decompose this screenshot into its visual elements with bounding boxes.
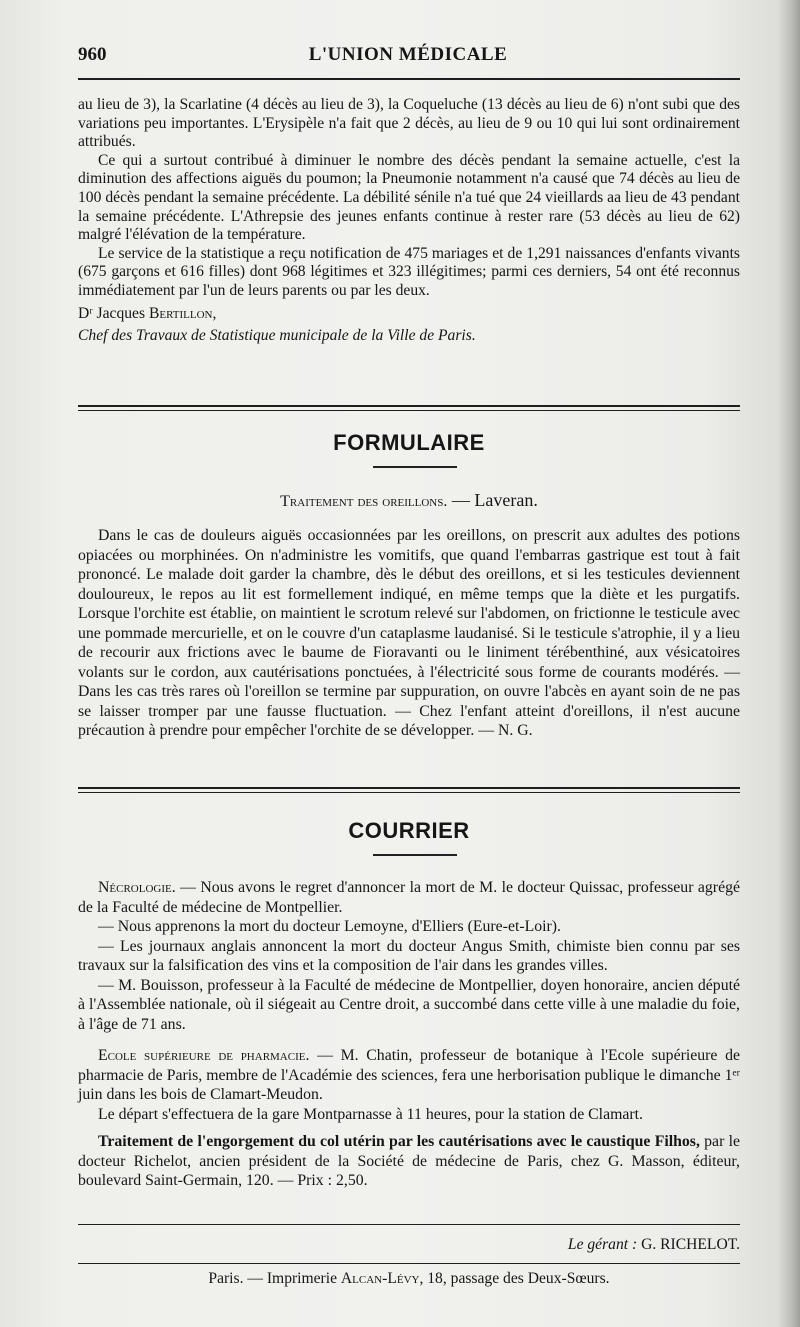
section-rule: [78, 405, 740, 407]
courrier-item: — Nous apprenons la mort du docteur Lemoyne, d'Elliers (Eure-et-Loir).: [98, 918, 562, 935]
ecole-label: Ecole supérieure de pharmacie.: [98, 1047, 310, 1064]
signature-title: Chef des Travaux de Statistique municipale de la Ville de Paris.: [78, 327, 476, 345]
statistics-paragraph: au lieu de 3), la Scarlatine (4 décès au lieu de 3), la Coqueluche (13 décès au lieu de 6) n'ont subi que des variations peu importantes. L'Erysipèle n'a fait que 2 décès, au lieu de 9 ou 10 qui lui sont ordinairement attribués.: [78, 96, 740, 151]
necrologie-label: Nécrologie.: [98, 879, 176, 896]
courrier-title: COURRIER: [348, 818, 470, 843]
printer-prefix: Paris. — Imprimerie: [208, 1270, 341, 1287]
section-rule: [78, 787, 740, 789]
signature: [78, 305, 740, 324]
necrologie-paragraph: [78, 878, 740, 917]
title-underline: [373, 854, 457, 856]
formulaire-title: FORMULAIRE: [333, 430, 485, 455]
ecole-paragraph: [78, 1046, 740, 1105]
advertisement: [78, 1132, 740, 1191]
running-head: [78, 44, 738, 74]
section-rule: [78, 410, 740, 411]
advertisement-text: par le docteur Richelot, ancien président de la Société de médecine de Paris, chez G. Masson, éditeur, boulevard Saint-Germain, 120. — Prix : 2,50.: [78, 1133, 740, 1189]
formulaire-subtitle: [78, 490, 740, 511]
footer-rule: [78, 1224, 740, 1225]
manager-label: Le gérant :: [567, 1236, 642, 1253]
statistics-paragraph: Le service de la statistique a reçu notification de 475 mariages et de 1,291 naissances d'enfants vivants (675 garçons et 616 filles) dont 968 légitimes et 323 illégitimes; parmi ces derniers, 54 ont été reconnus immédiatement par l'un de leurs parents ou par les deux.: [78, 244, 740, 299]
printer-line: [78, 1270, 740, 1288]
necrologie-text: — Nous avons le regret d'annoncer la mort de M. le docteur Quissac, professeur agrégé de la Faculté de médecine de Montpellier.: [78, 879, 740, 916]
printer-address: 18, passage des Deux-Sœurs.: [423, 1270, 610, 1287]
ecole-text: — M. Chatin, professeur de botanique à l'Ecole supérieure de pharmacie de Paris, membre de l'Académie des sciences, fera une herborisation publique le dimanche 1ᵉʳ juin dans les bois de Clamart-Meudon.: [78, 1047, 741, 1103]
signature-name: Bertillon,: [148, 304, 217, 322]
statistics-paragraph: Ce qui a surtout contribué à diminuer le nombre des décès pendant la semaine actuelle, c'est la diminution des affections aiguës du poumon; la Pneumonie notamment n'a causé que 74 décès au lieu de 100 décès pendant la semaine précédente. La débilité sénile n'a tué que 24 vieillards aa lieu de 43 pendant la semaine précédente. L'Athrepsie des jeunes enfants continue à rester rare (53 décès au lieu de 62) malgré l'élévation de la température.: [78, 151, 740, 244]
section-rule: [78, 792, 740, 793]
footer-rule: [78, 1263, 740, 1264]
depart-paragraph: Le départ s'effectuera de la gare Montparnasse à 11 heures, pour la station de Clamart.: [98, 1105, 643, 1123]
manager-name: G. RICHELOT.: [641, 1236, 740, 1253]
courrier-item: — Les journaux anglais annoncent la mort du docteur Angus Smith, chimiste bien connu par ses travaux sur la falsification des vins et la composition de l'air dans les grandes villes.: [78, 937, 740, 974]
manager-line: [78, 1236, 796, 1254]
statistics-section: [78, 96, 740, 346]
formulaire-subtitle-author: — Laveran.: [447, 490, 538, 510]
courrier-item: — M. Bouisson, professeur à la Faculté de médecine de Montpellier, doyen honoraire, ancien député à l'Assemblée nationale, où il siégeait au Centre droit, a succombé dans cette ville à une maladie du foie, à l'âge de 71 ans.: [78, 976, 740, 1033]
signature-prefix: Dʳ Jacques: [78, 304, 149, 322]
courrier-body: [78, 878, 740, 1191]
header-rule: [78, 78, 740, 80]
page-number: 960: [78, 44, 107, 65]
journal-title: L'UNION MÉDICALE: [308, 44, 508, 65]
page-spine-shadow: [778, 0, 800, 1327]
advertisement-title: Traitement de l'engorgement du col utérin par les cautérisations avec le caustique Filhos,: [98, 1133, 700, 1150]
formulaire-body: [78, 526, 740, 741]
formulaire-paragraph: Dans le cas de douleurs aiguës occasionnées par les oreillons, on prescrit aux adultes des potions opiacées ou morphinées. On n'administre les vomitifs, que quand l'embarras gastrique est tout à fait prononcé. Le malade doit garder la chambre, dès le début des oreillons, et si les testicules deviennent douloureux, le repos au lit est formellement indiqué, en même temps que la diète et les purgatifs. Lorsque l'orchite est établie, on maintient le scrotum relevé sur l'abdomen, on frictionne le testicule avec une pommade mercurielle, et on le couvre d'un cataplasme laudanisé. Si le testicule s'atrophie, il y a lieu de recourir aux frictions avec le baume de Fioravanti ou le liniment térébenthiné, aux vésicatoires volants sur le cordon, aux cautérisations ponctuées, à l'électricité sous forme de courants modérés. — Dans les cas très rares où l'oreillon se termine par suppuration, on ouvre l'abcès en ayant soin de ne pas se laisser tromper par une fausse fluctuation. — Chez l'enfant atteint d'oreillons, il n'est aucune précaution à prendre pour empêcher l'orchite de se développer. — N. G.: [78, 527, 740, 739]
title-underline: [373, 466, 457, 468]
printer-name: Alcan-Lévy,: [340, 1270, 424, 1287]
formulaire-subtitle-sc: Traitement des oreillons.: [280, 493, 448, 510]
